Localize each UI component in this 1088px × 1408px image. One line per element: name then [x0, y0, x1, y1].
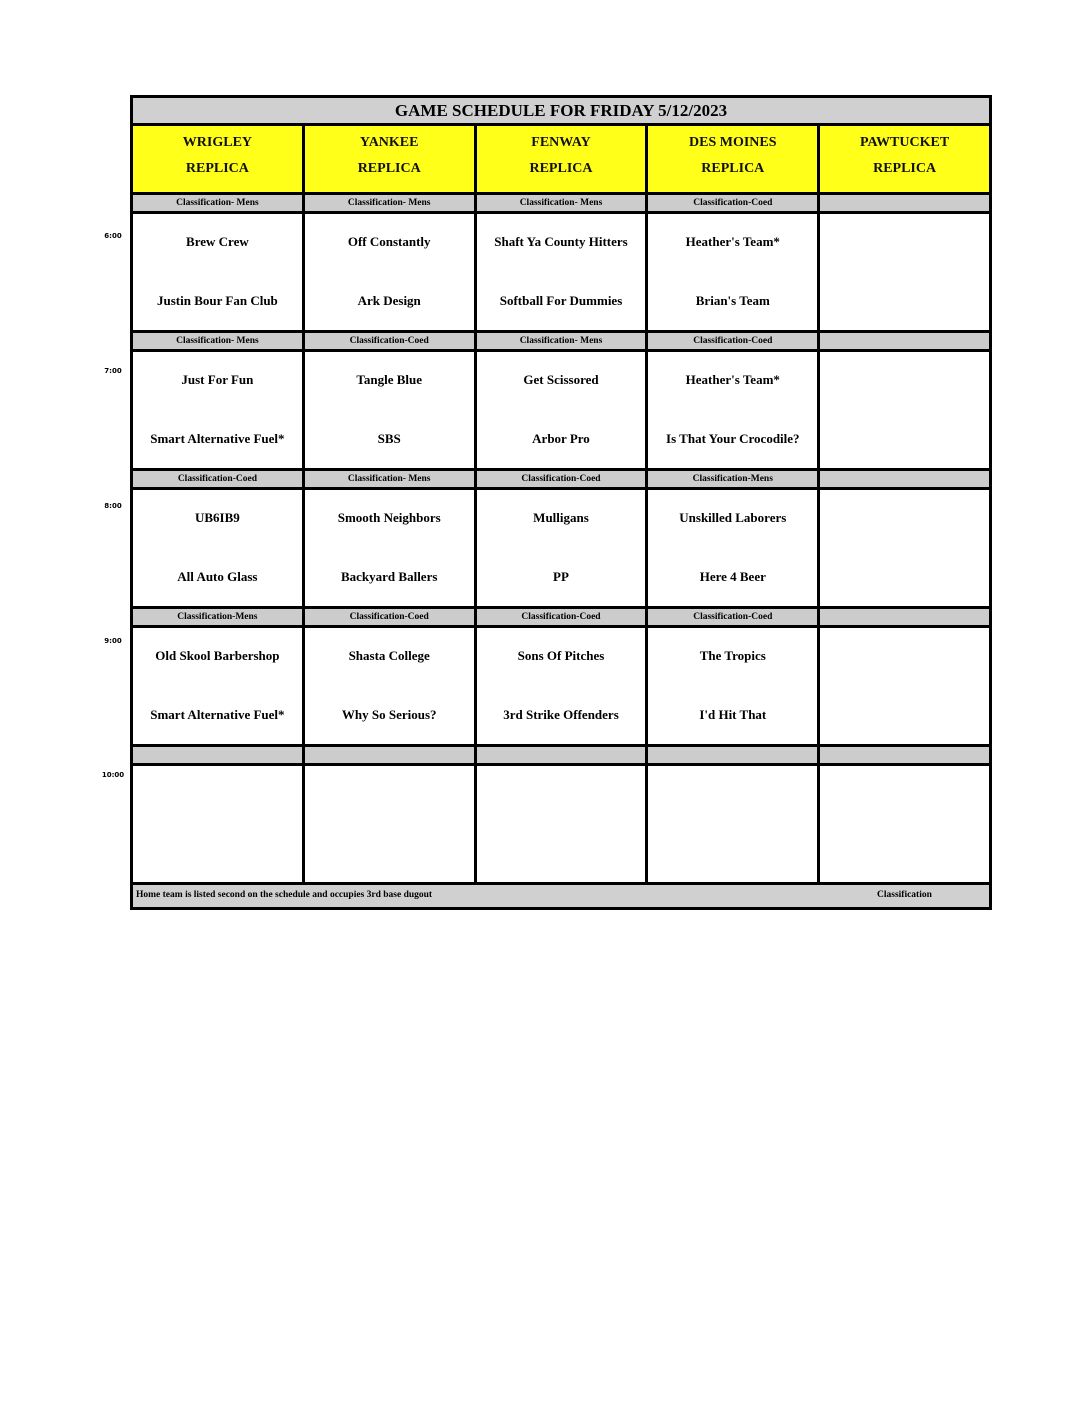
game-cell: [648, 352, 820, 468]
footer-label: Classification: [877, 890, 932, 900]
classification-cell: Classification- Mens: [305, 195, 477, 211]
field-header-row: [133, 126, 989, 195]
home-team: Here 4 Beer: [699, 569, 766, 584]
game-cell: [133, 628, 305, 744]
classification-cell: Classification-Coed: [477, 609, 649, 625]
game-cell: [477, 490, 649, 606]
away-team: Mulligans: [533, 510, 589, 525]
field-sub: REPLICA: [701, 161, 765, 176]
home-team: Smart Alternative Fuel*: [150, 431, 285, 446]
home-team: Brian's Team: [695, 293, 770, 308]
classification-row: [133, 195, 989, 214]
game-cell: [820, 766, 989, 882]
game-cell: [648, 766, 820, 882]
game-cell: [477, 766, 649, 882]
away-team: Shaft Ya County Hitters: [494, 234, 628, 249]
game-row: [133, 628, 989, 747]
away-team: The Tropics: [699, 648, 766, 663]
field-header: [477, 126, 649, 192]
classification-row: [133, 609, 989, 628]
away-team: Shasta College: [348, 648, 430, 663]
classification-cell: Classification- Mens: [133, 195, 305, 211]
home-team: Why So Serious?: [341, 707, 437, 722]
classification-cell: [820, 609, 989, 625]
home-team: 3rd Strike Offenders: [503, 707, 619, 722]
classification-cell: Classification-Coed: [477, 471, 649, 487]
game-cell: [305, 766, 477, 882]
home-team: Backyard Ballers: [340, 569, 438, 584]
game-cell: [477, 214, 649, 330]
field-header: [305, 126, 477, 192]
game-cell: [477, 352, 649, 468]
classification-cell: Classification-Coed: [648, 195, 820, 211]
game-cell: [305, 214, 477, 330]
home-team: PP: [553, 569, 569, 584]
game-row: [133, 490, 989, 609]
classification-cell: [648, 747, 820, 763]
game-cell: [648, 628, 820, 744]
game-row: [133, 214, 989, 333]
home-team: Softball For Dummies: [499, 293, 623, 308]
away-team: Off Constantly: [347, 234, 431, 249]
game-cell: [648, 490, 820, 606]
game-cell: [477, 628, 649, 744]
home-team: Arbor Pro: [532, 431, 590, 446]
time-label: 6:00: [104, 232, 122, 240]
home-team: Justin Bour Fan Club: [157, 293, 278, 308]
away-team: Tangle Blue: [356, 372, 422, 387]
field-header: [648, 126, 820, 192]
field-name: DES MOINES: [689, 135, 777, 150]
away-team: Unskilled Laborers: [679, 510, 787, 525]
field-sub: REPLICA: [357, 161, 421, 176]
classification-cell: [133, 747, 305, 763]
game-cell: [648, 214, 820, 330]
away-team: Old Skool Barbershop: [155, 648, 280, 663]
field-name: FENWAY: [531, 135, 591, 150]
classification-row: [133, 747, 989, 766]
field-header: [133, 126, 305, 192]
time-label: 7:00: [104, 367, 122, 375]
field-name: PAWTUCKET: [859, 135, 950, 150]
game-cell: [820, 214, 989, 330]
classification-cell: [820, 471, 989, 487]
classification-cell: Classification- Mens: [477, 333, 649, 349]
game-cell: [133, 352, 305, 468]
game-row: [133, 352, 989, 471]
classification-cell: Classification-Coed: [133, 471, 305, 487]
classification-cell: Classification-Mens: [648, 471, 820, 487]
classification-cell: [477, 747, 649, 763]
field-sub: REPLICA: [185, 161, 249, 176]
home-team: SBS: [377, 431, 401, 446]
classification-cell: [820, 333, 989, 349]
field-sub: REPLICA: [873, 161, 937, 176]
away-team: UB6IB9: [195, 510, 240, 525]
away-team: Just For Fun: [181, 372, 254, 387]
classification-cell: Classification-Coed: [305, 609, 477, 625]
game-cell: [133, 766, 305, 882]
field-header: [820, 126, 989, 192]
time-label: 10:00: [101, 771, 125, 779]
game-cell: [305, 352, 477, 468]
away-team: Heather's Team*: [685, 234, 780, 249]
schedule-table: [130, 95, 992, 910]
classification-cell: Classification-Coed: [648, 609, 820, 625]
game-cell: [133, 214, 305, 330]
classification-cell: [820, 195, 989, 211]
game-cell: [133, 490, 305, 606]
home-team: Smart Alternative Fuel*: [150, 707, 285, 722]
away-team: Brew Crew: [186, 234, 249, 249]
home-team: Ark Design: [357, 293, 421, 308]
classification-cell: [820, 747, 989, 763]
away-team: Sons Of Pitches: [517, 648, 605, 663]
classification-cell: Classification-Coed: [305, 333, 477, 349]
footer-note: Home team is listed second on the schedule and occupies 3rd base dugout: [136, 890, 433, 900]
classification-cell: Classification- Mens: [477, 195, 649, 211]
home-team: All Auto Glass: [177, 569, 258, 584]
home-team: Is That Your Crocodile?: [666, 431, 800, 446]
away-team: Smooth Neighbors: [337, 510, 441, 525]
field-name: WRIGLEY: [182, 135, 253, 150]
field-name: YANKEE: [359, 135, 419, 150]
away-team: Get Scissored: [523, 372, 599, 387]
away-team: Heather's Team*: [685, 372, 780, 387]
home-team: I'd Hit That: [699, 707, 767, 722]
game-cell: [305, 628, 477, 744]
game-cell: [820, 490, 989, 606]
classification-row: [133, 333, 989, 352]
time-label: 9:00: [104, 637, 122, 645]
game-row: [133, 766, 989, 885]
classification-cell: Classification- Mens: [305, 471, 477, 487]
classification-row: [133, 471, 989, 490]
time-label: 8:00: [104, 502, 122, 510]
classification-cell: [305, 747, 477, 763]
schedule-title: GAME SCHEDULE FOR FRIDAY 5/12/2023: [133, 98, 989, 126]
classification-cell: Classification- Mens: [133, 333, 305, 349]
game-cell: [820, 628, 989, 744]
schedule-footer: [133, 885, 989, 907]
classification-cell: Classification-Coed: [648, 333, 820, 349]
game-cell: [820, 352, 989, 468]
field-sub: REPLICA: [529, 161, 593, 176]
classification-cell: Classification-Mens: [133, 609, 305, 625]
game-cell: [305, 490, 477, 606]
